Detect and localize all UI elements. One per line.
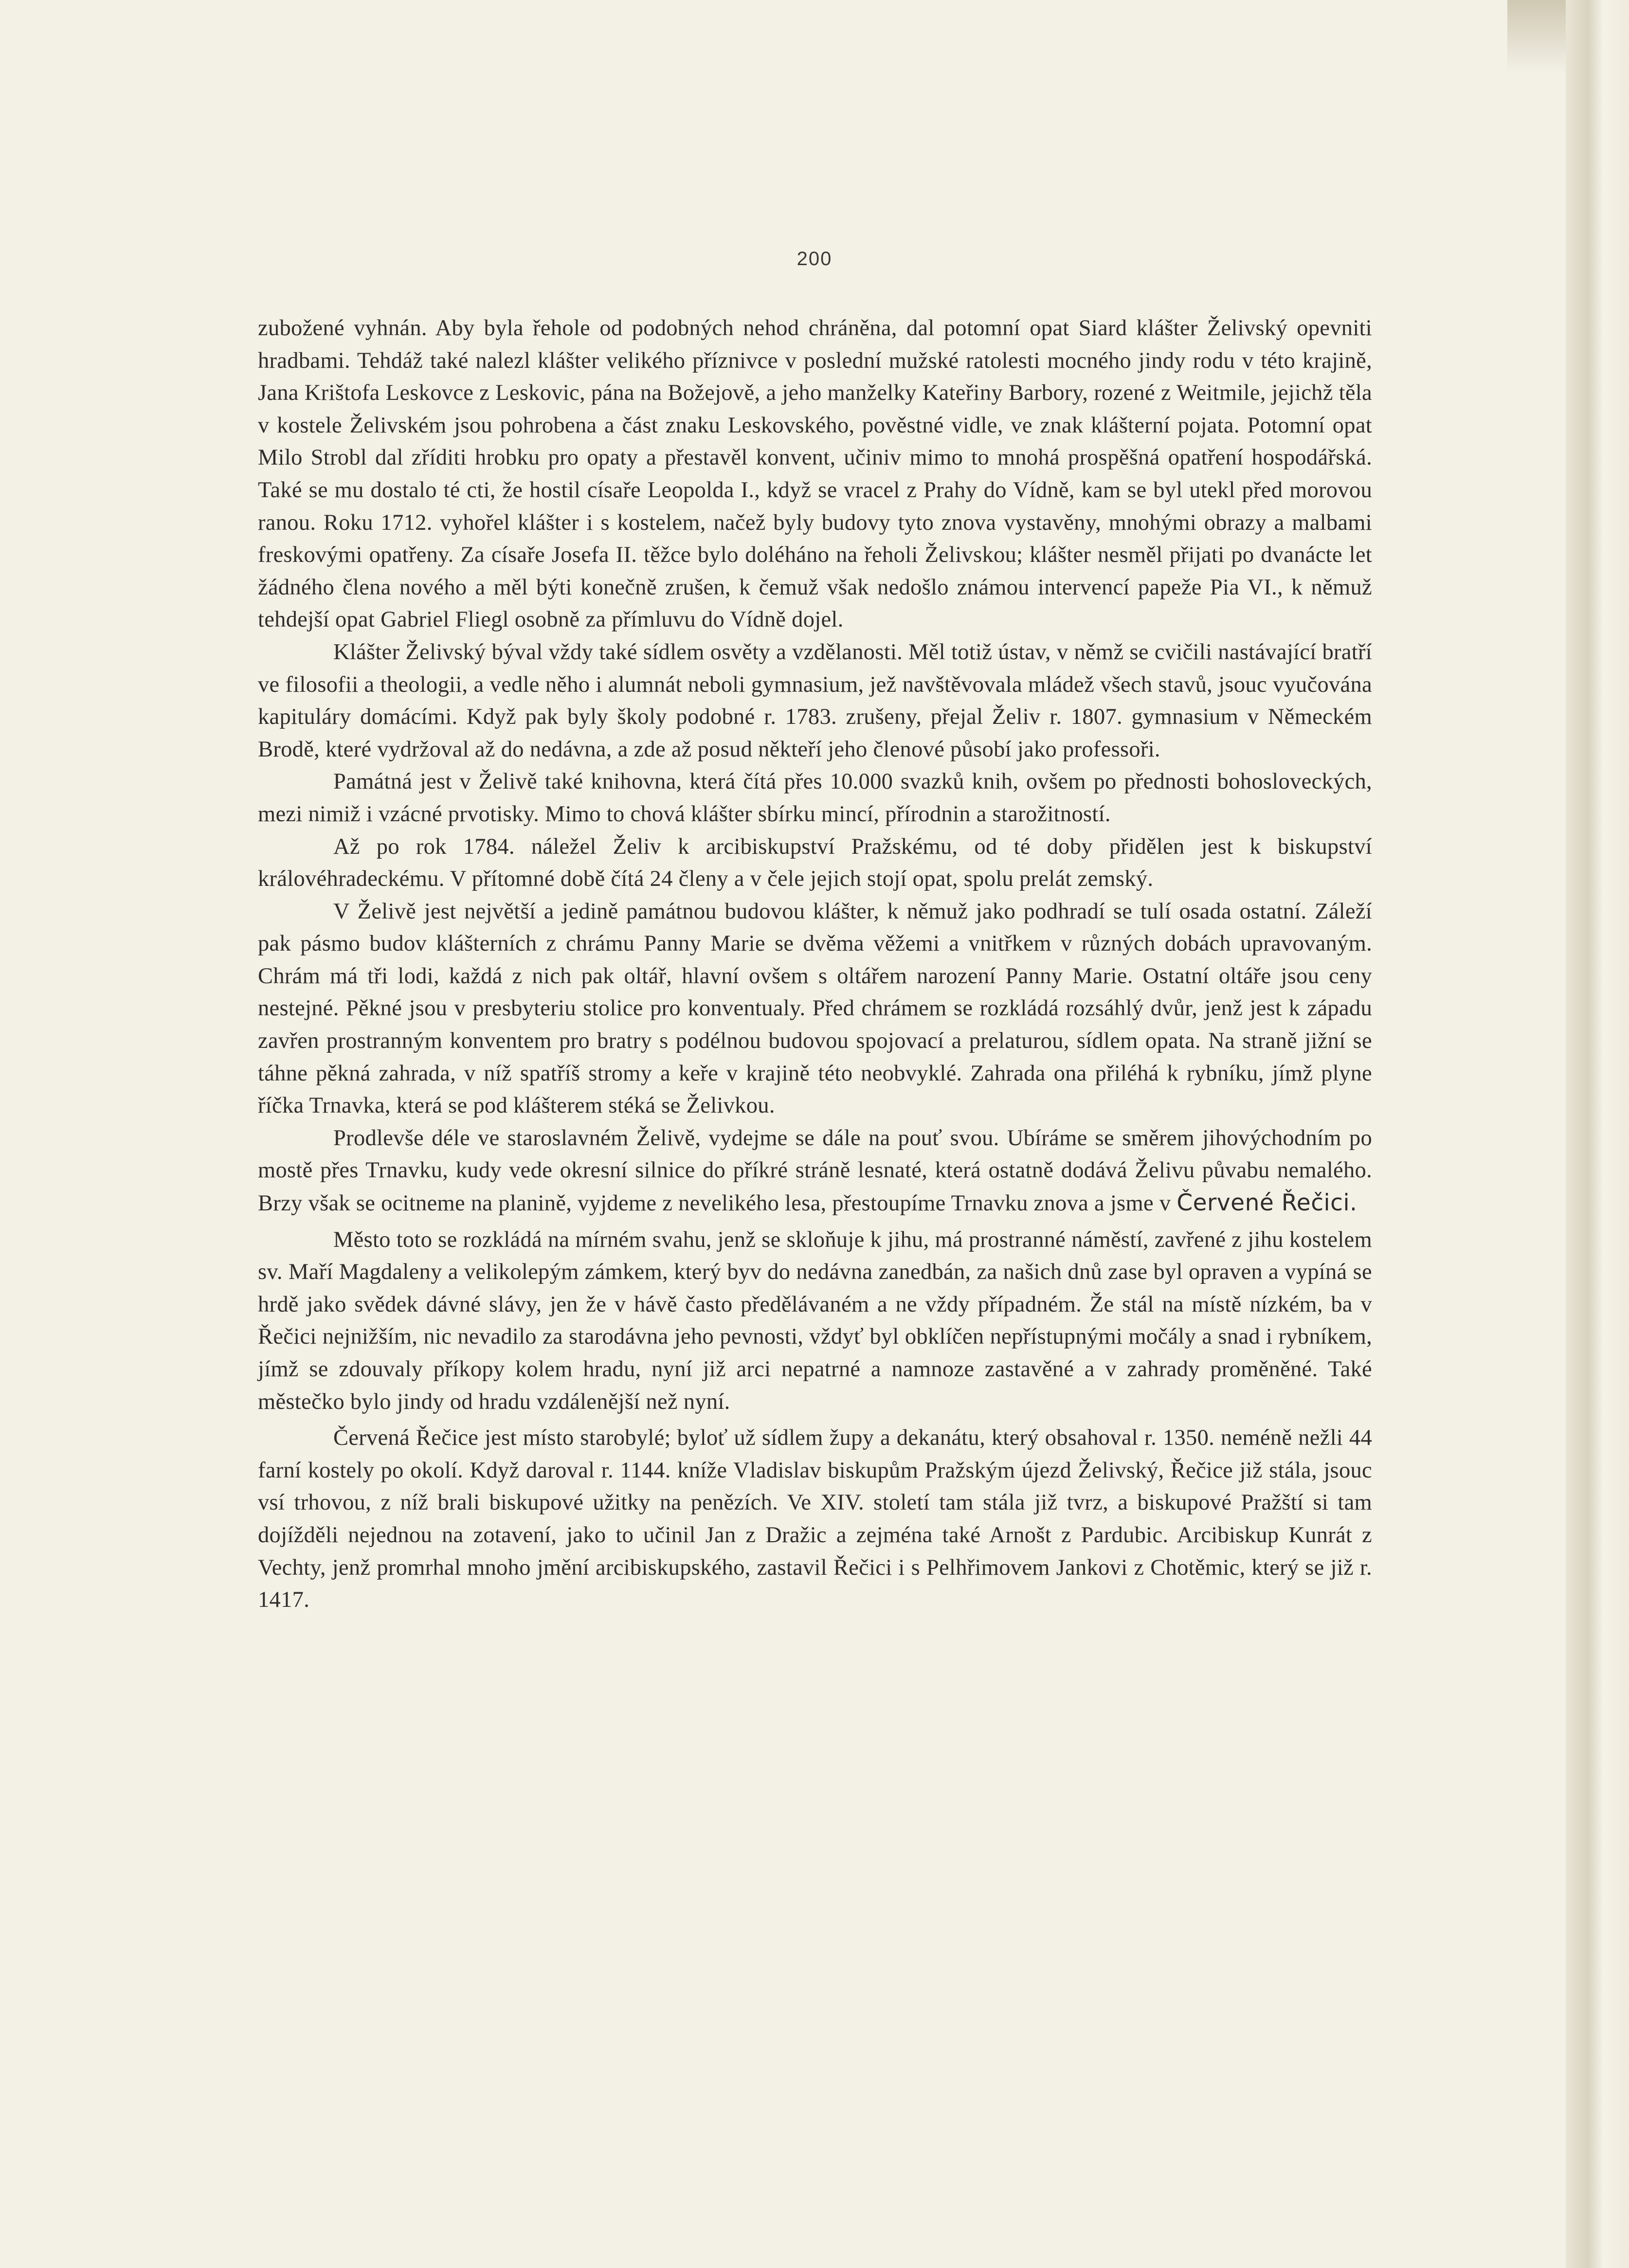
paragraph-4: Až po rok 1784. náležel Želiv k arcibiskupství Pražskému, od té doby přidělen jest k biskupství královéhradeckému. V přítomné době čítá 24 členy a v čele jejich stojí opat, spolu prelát zemský. xyxy=(258,834,1372,892)
paragraph-7: Město toto se rozkládá na mírném svahu, jenž se skloňuje k jihu, má prostranné náměstí, zavřené z jihu kostelem sv. Maří Magdaleny a velikolepým zámkem, který byv do nedávna zanedbán, za našich dnů zase byl opraven a vypíná se hrdě jako svědek dávné slávy, jen že v hávě často předělávaném a ne vždy případném. Že stál na místě nízkém, ba v Řečici nejnižším, nic nevadilo za starodávna jeho pevnosti, vždyť byl obklíčen nepřístupnými močály a snad i rybníkem, jímž se zdouvaly příkopy kolem hradu, nyní již arci nepatrné a namnoze zastavěné a v zahrady proměněné. Také městečko bylo jindy od hradu vzdálenější než nyní. xyxy=(258,1227,1372,1414)
paragraph-1: zubožené vyhnán. Aby byla řehole od podobných nehod chráněna, dal potomní opat Siard klášter Želivský opevniti hradbami. Tehdáž také nalezl klášter velikého příznivce v poslední mužské ratolesti mocného jindy rodu v této krajině, Jana Krištofa Leskovce z Leskovic, pána na Božejově, a jeho manželky Kateřiny Barbory, rozené z Weitmile, jejichž těla v kostele Želivském jsou pohrobena a část znaku Leskovského, pověstné vidle, ve znak klášterní pojata. Potomní opat Milo Strobl dal zříditi hrobku pro opaty a přestavěl konvent, učiniv mimo to mnohá prospěšná opatření hospodářská. Také se mu dostalo té cti, že hostil císaře Leopolda I., když se vracel z Prahy do Vídně, kam se byl utekl před morovou ranou. Roku 1712. vyhořel klášter i s kostelem, načež byly budovy tyto znova vystavěny, mnohými obrazy a malbami freskovými opatřeny. Za císaře Josefa II. těžce bylo doléháno na řeholi Želivskou; klášter nesměl přijati po dvanácte let žádného člena nového a měl býti konečně zrušen, k čemuž však nedošlo známou intervencí papeže Pia VI., k němuž tehdejší opat Gabriel Fliegl osobně za přímluvu do Vídně dojel. xyxy=(258,316,1372,632)
paragraph-8: Červená Řečice jest místo starobylé; byloť už sídlem župy a dekanátu, který obsahoval r. 1350. neméně nežli 44 farní kostely po okolí. Když daroval r. 1144. kníže Vladislav biskupům Pražským újezd Želivský, Řečice již stála, jsouc vsí trhovou, z níž brali biskupové užitky na penězích. Ve XIV. století tam stála již tvrz, a biskupové Pražští si tam dojížděli nejednou na zotavení, jako to učinil Jan z Dražic a zejména také Arnošt z Pardubic. Arcibiskup Kunrát z Vechty, jenž promrhal mnoho jmění arcibiskupského, zastavil Řečici i s Pelhřimovem Jankovi z Chotěmic, který se již r. 1417. xyxy=(258,1425,1372,1613)
body-text xyxy=(258,312,1372,1617)
paragraph-2: Klášter Želivský býval vždy také sídlem osvěty a vzdělanosti. Měl totiž ústav, v němž se cvičili nastávající bratří ve filosofii a theologii, a vedle něho i alumnát neboli gymnasium, jež navštěvovala mládež všech stavů, jsouc vyučována kapituláry domácími. Když pak byly školy podobné r. 1783. zrušeny, přejal Želiv r. 1807. gymnasium v Německém Brodě, které vydržoval až do nedávna, a zde až posud někteří jeho členové působí jako professoři. xyxy=(258,639,1372,762)
page-number: 200 xyxy=(796,248,833,270)
page-edge xyxy=(1566,0,1629,2268)
paragraph-6-text: Prodlevše déle ve staroslavném Želivě, vydejme se dále na pouť svou. Ubíráme se směrem jihovýchodním po mostě přes Trnavku, kudy vede okresní silnice do příkré stráně lesnaté, která ostatně dodává Želivu půvabu nemalého. Brzy však se ocitneme na planině, vyjdeme z nevelikého lesa, přestoupíme Trnavku znova a jsme v xyxy=(258,1125,1372,1216)
paragraph-6 xyxy=(258,1122,1372,1220)
paragraph-5: V Želivě jest největší a jedině památnou budovou klášter, k němuž jako podhradí se tulí osada ostatní. Záleží pak pásmo budov klášterních z chrámu Panny Marie se dvěma věžemi a vnitřkem v různých dobách upravovaným. Chrám má tři lodi, každá z nich pak oltář, hlavní ovšem s oltářem narození Panny Marie. Ostatní oltáře jsou ceny nestejné. Pěkné jsou v presbyteriu stolice pro konventualy. Před chrámem se rozkládá rozsáhlý dvůr, jenž jest k západu zavřen prostranným konventem pro bratry s podélnou budovou spojovací a prelaturou, sídlem opata. Na straně jižní se táhne pěkná zahrada, v níž spatříš stromy a keře v krajině této neobvyklé. Zahrada ona přiléhá k rybníku, jímž plyne říčka Trnavka, která se pod klášterem stéká se Želivkou. xyxy=(258,899,1372,1118)
paragraph-3: Památná jest v Želivě také knihovna, která čítá přes 10.000 svazků knih, ovšem po přednosti bohosloveckých, mezi nimiž i vzácné prvotisky. Mimo to chová klášter sbírku mincí, přírodnin a starožitností. xyxy=(258,769,1372,827)
place-name-cervena-recice: Červené Řečici. xyxy=(1176,1189,1358,1217)
